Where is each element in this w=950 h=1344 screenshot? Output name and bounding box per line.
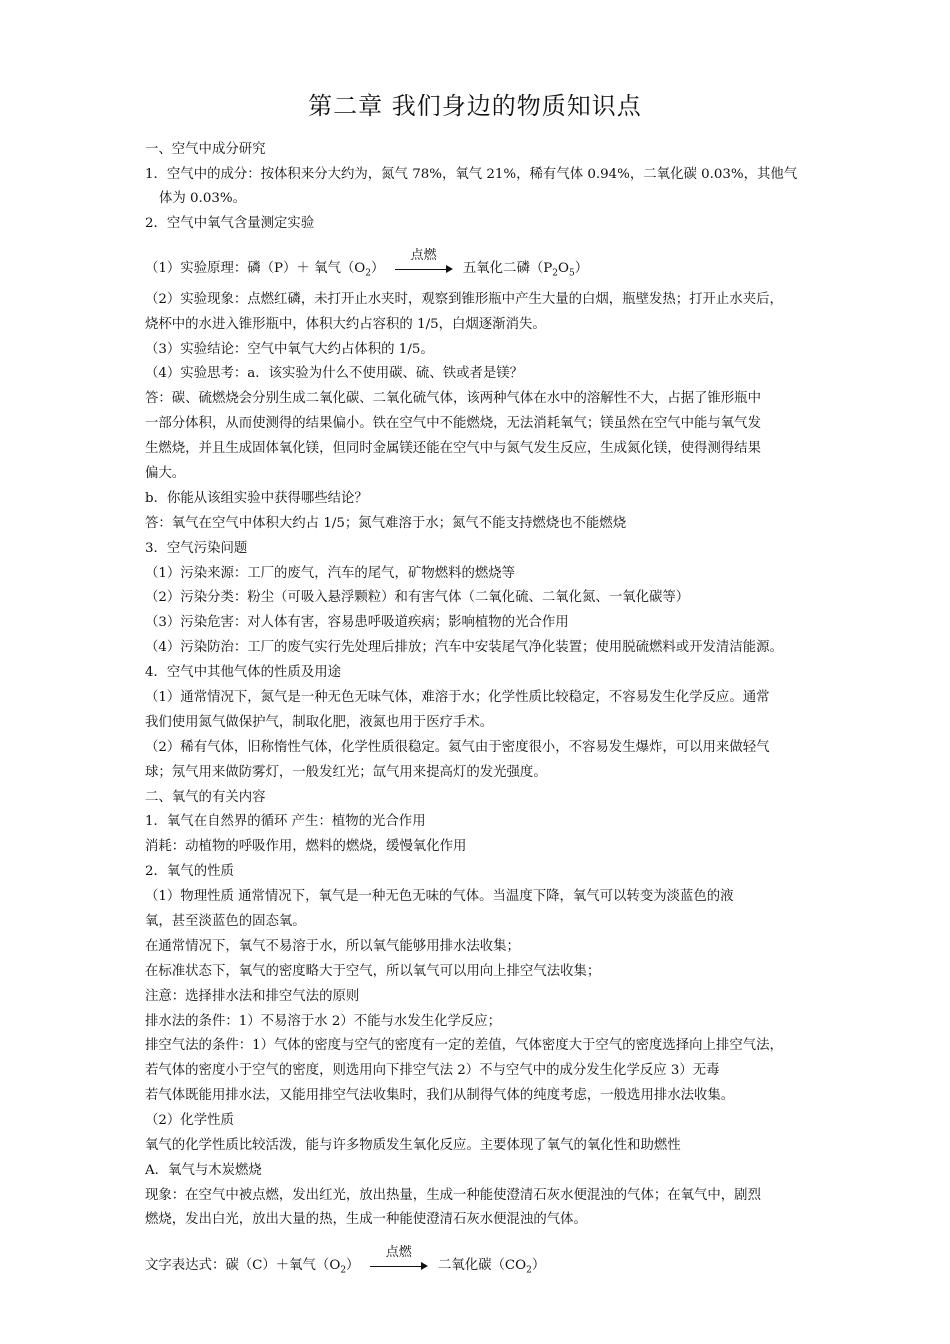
subscript: 2 xyxy=(552,268,558,279)
equation-carbon xyxy=(145,1244,813,1281)
reaction-arrow-icon xyxy=(370,1244,428,1273)
text-line: 氧气的化学性质比较活泼，能与许多物质发生氧化反应。主要体现了氧气的氧化性和助燃性 xyxy=(145,1138,681,1153)
text-line: 烧杯中的水进入锥形瓶中，体积大约占容积的 1/5，白烟逐渐消失。 xyxy=(145,317,546,332)
equation-text: 文字表达式：碳（C）＋氧气（O xyxy=(145,1258,341,1273)
equation-text: 五氧化二磷（P xyxy=(462,261,553,276)
text-line: 生燃烧，并且生成固体氧化镁，但同时金属镁还能在空气中与氮气发生反应，生成氮化镁，使得测得结果 xyxy=(145,441,761,456)
text-line: （4）实验思考：a．该实验为什么不使用碳、硫、铁或者是镁？ xyxy=(145,366,524,381)
reaction-arrow-icon xyxy=(395,247,453,276)
subsection-heading: 2．氧气的性质 xyxy=(145,864,234,879)
text-line: （3）污染危害：对人体有害，容易患呼吸道疾病；影响植物的光合作用 xyxy=(145,615,569,630)
text-line: 现象：在空气中被点燃，发出红光，放出热量，生成一种能使澄清石灰水便混浊的气体；在氧气中，剧烈 xyxy=(145,1188,761,1203)
reaction-condition: 点燃 xyxy=(385,1244,412,1260)
text-line: 氧，甚至淡蓝色的固态氧。 xyxy=(145,914,306,929)
text-line: （2）稀有气体，旧称惰性气体，化学性质很稳定。氦气由于密度很小，不容易发生爆炸，可以用来做轻气 xyxy=(145,740,770,755)
equation-text: ） xyxy=(531,1258,546,1273)
subsection-heading: 4．空气中其他气体的性质及用途 xyxy=(145,665,341,680)
text-line: （2）化学性质 xyxy=(145,1113,234,1128)
equation-text: ） xyxy=(370,261,385,276)
text-line: （1）物理性质 通常情况下，氧气是一种无色无味的气体。当温度下降，氧气可以转变为淡蓝色的液 xyxy=(145,889,734,904)
text-line: 体为 0.03%。 xyxy=(159,191,246,206)
text-line: 在标准状态下，氧气的密度略大于空气，所以氧气可以用向上排空气法收集； xyxy=(145,964,601,979)
text-line: 注意：选择排水法和排空气法的原则 xyxy=(145,989,360,1004)
subscript: 2 xyxy=(365,268,371,279)
subscript: 5 xyxy=(568,268,575,279)
text-line: 在通常情况下，氧气不易溶于水，所以氧气能够用排水法收集； xyxy=(145,939,520,954)
subscript: 2 xyxy=(526,1265,532,1276)
equation-text: ） xyxy=(346,1258,360,1273)
subscript: 2 xyxy=(340,1265,347,1276)
text-line: 消耗：动植物的呼吸作用，燃料的燃烧，缓慢氧化作用 xyxy=(145,839,467,854)
text-line: 答：氧气在空气中体积大约占 1/5；氮气难溶于水；氮气不能支持燃烧也不能燃烧 xyxy=(145,516,627,531)
text-line: （2）污染分类：粉尘（可吸入悬浮颗粒）和有害气体（二氧化硫、二氧化氮、一氧化碳等） xyxy=(145,590,690,605)
text-line: （1）污染来源：工厂的废气，汽车的尾气，矿物燃料的燃烧等 xyxy=(145,566,516,581)
text-line: 偏大。 xyxy=(145,466,186,481)
equation-text: （1）实验原理：磷（P）＋ 氧气（O xyxy=(145,261,366,276)
subsection-heading: 2．空气中氧气含量测定实验 xyxy=(145,216,315,231)
equation-text: O xyxy=(557,261,569,276)
text-line: （1）通常情况下，氮气是一种无色无味气体，难溶于水；化学性质比较稳定，不容易发生化学反应。通常 xyxy=(145,690,770,705)
text-line: 1．氧气在自然界的循环 产生：植物的光合作用 xyxy=(145,814,426,829)
page-title: 第二章 我们身边的物质知识点 xyxy=(308,92,642,120)
text-line: （2）实验现象：点燃红磷，未打开止水夹时，观察到锥形瓶中产生大量的白烟，瓶壁发热；打开止水夹后， xyxy=(145,292,783,307)
text-line: A．氧气与木炭燃烧 xyxy=(145,1163,262,1178)
text-line: （3）实验结论：空气中氧气大约占体积的 1/5。 xyxy=(145,342,434,357)
text-line: 球；氖气用来做防雾灯，一般发红光；氙气用来提高灯的发光强度。 xyxy=(145,765,547,780)
subsection-heading: 3．空气污染问题 xyxy=(145,541,248,556)
text-line: 答：碳、硫燃烧会分别生成二氧化碳、二氧化硫气体，该两种气体在水中的溶解性不大，占据了锥形瓶中 xyxy=(145,391,761,406)
text-line: 排空气法的条件：1）气体的密度与空气的密度有一定的差值，气体密度大于空气的密度选择向上排空气法， xyxy=(145,1038,783,1053)
text-line: 若气体的密度小于空气的密度，则选用向下排空气法 2）不与空气中的成分发生化学反应 3）无毒 xyxy=(145,1063,720,1078)
equation-text: ） xyxy=(574,261,589,276)
section-heading: 一、空气中成分研究 xyxy=(145,142,266,157)
text-line: 一部分体积，从而使测得的结果偏小。铁在空气中不能燃烧，无法消耗氧气；镁虽然在空气中能与氧气发 xyxy=(145,416,761,431)
reaction-condition: 点燃 xyxy=(410,247,437,263)
text-line: 燃烧，发出白光，放出大量的热，生成一种能使澄清石灰水便混浊的气体。 xyxy=(145,1212,587,1227)
text-line: 我们使用氮气做保护气，制取化肥，液氮也用于医疗手术。 xyxy=(145,715,494,730)
equation-text: 二氧化碳（CO xyxy=(437,1258,527,1273)
text-line: （4）污染防治：工厂的废气实行先处理后排放；汽车中安装尾气净化装置；使用脱硫燃料或开发清洁能源。 xyxy=(145,640,783,655)
text-line: b．你能从该组实验中获得哪些结论？ xyxy=(145,491,368,506)
text-line: 排水法的条件：1）不易溶于水 2）不能与水发生化学反应； xyxy=(145,1014,502,1029)
section-heading: 二、氧气的有关内容 xyxy=(145,790,266,805)
equation-phosphorus xyxy=(145,247,813,284)
text-line: 若气体既能用排水法，又能用排空气法收集时，我们从制得气体的纯度考虑，一般选用排水法收集。 xyxy=(145,1088,735,1103)
text-line: 1．空气中的成分：按体积来分大约为，氮气 78%，氧气 21%，稀有气体 0.94%，二氧化碳 0.03%，其他气 xyxy=(145,167,798,182)
